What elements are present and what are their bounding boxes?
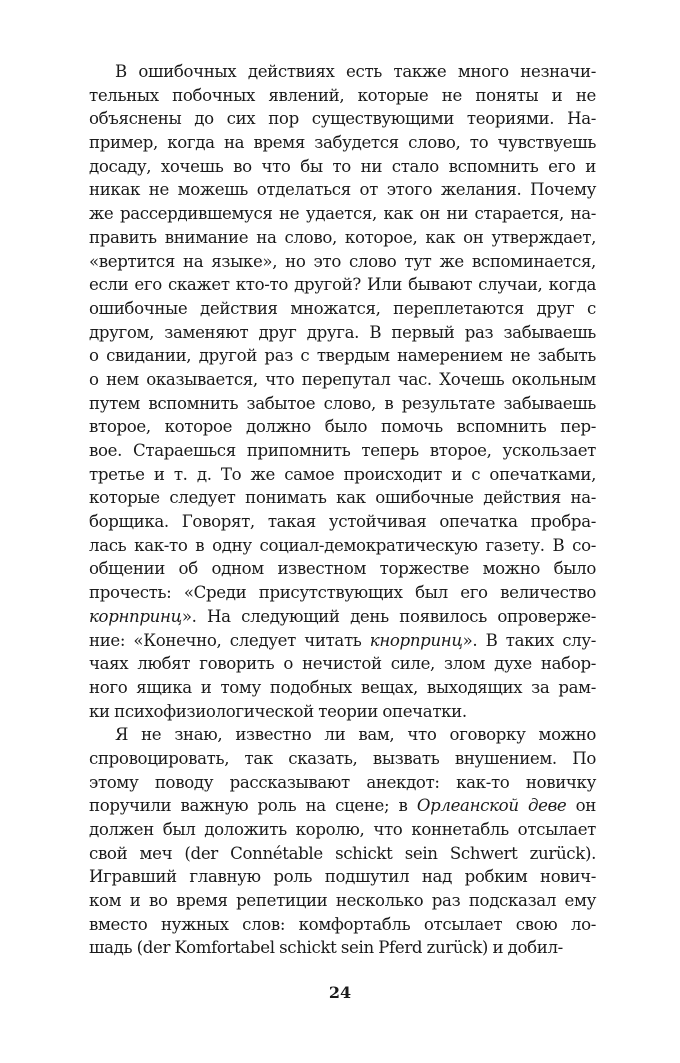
text-line [89, 84, 596, 108]
italic-text: корнпринц [89, 606, 182, 626]
text-line [89, 439, 596, 463]
text-run: поручили важную роль на сцене; в [89, 796, 417, 816]
text-run: объяснены до сих пор существующими теориями. На- [89, 109, 596, 129]
text-run: досаду, хочешь во что бы то ни стало вспомнить его и [89, 156, 596, 176]
text-run: о нем оказывается, что перепутал час. Хочешь окольным [89, 369, 596, 389]
text-run: путем вспомнить забытое слово, в результате забываешь [89, 393, 596, 413]
page-number: 24 [328, 983, 352, 1002]
text-line [89, 652, 596, 676]
text-line [89, 131, 596, 155]
text-run: если его скажет кто-то другой? Или бывают случаи, когда [89, 275, 596, 295]
text-run: править внимание на слово, которое, как он утверждает, [89, 227, 596, 247]
text-line [89, 771, 596, 795]
text-run: общении об одном известном торжестве можно было [89, 559, 596, 579]
text-run: ного ящика и тому подобных вещах, выходящих за рам- [89, 677, 596, 697]
text-run: другом, заменяют друг друга. В первый раз забываешь [89, 322, 596, 342]
body-text [89, 60, 596, 960]
text-line [89, 155, 596, 179]
text-line [89, 321, 596, 345]
text-line [89, 581, 596, 605]
text-run: борщика. Говорят, такая устойчивая опечатка пробра- [89, 512, 596, 532]
text-run: Игравший главную роль подшутил над робким нович- [89, 867, 596, 887]
text-run: лась как-то в одну социал-демократическую газету. В со- [89, 535, 596, 555]
text-run: вое. Стараешься припомнить теперь второе, ускользает [89, 441, 596, 460]
text-line [89, 250, 596, 274]
text-run: свой меч (der Connétable schickt sein Schwert zurück). [89, 843, 596, 863]
text-line [89, 368, 596, 392]
text-line [89, 865, 596, 889]
text-line [89, 297, 596, 321]
text-line [89, 392, 596, 416]
text-line [89, 344, 596, 368]
text-run: никак не можешь отделаться от этого желания. Почему [89, 180, 596, 200]
italic-text: кнорпринц [369, 630, 463, 650]
text-line [89, 842, 596, 866]
text-line [89, 202, 596, 226]
text-run: ошибочные действия множатся, переплетаются друг с [89, 298, 596, 318]
text-run: спровоцировать, так сказать, вызвать внушением. По [89, 748, 596, 768]
text-run: пример, когда на время забудется слово, то чувствуешь [89, 133, 596, 153]
text-run: прочесть: «Среди присутствующих был его величество [89, 583, 596, 603]
text-line [89, 463, 596, 487]
text-run: «вертится на языке», но это слово тут же вспоминается, [89, 251, 596, 271]
text-line [89, 605, 596, 629]
text-line [89, 794, 596, 818]
text-run: В ошибочных действиях есть также много незначи- [115, 62, 596, 81]
text-run: чаях любят говорить о нечистой силе, злом духе набор- [89, 654, 596, 674]
text-run: тельных побочных явлений, которые не поняты и не [89, 85, 596, 105]
text-run: должен был доложить королю, что коннетабль отсылает [89, 820, 596, 839]
text-run: же рассердившемуся не удается, как он ни старается, на- [89, 204, 596, 224]
text-run: ». На следующий день появилось опроверже- [181, 606, 596, 626]
text-line [89, 676, 596, 700]
text-line [89, 818, 596, 842]
text-run: третье и т. д. То же самое происходит и с опечатками, [89, 464, 596, 484]
text-line [89, 747, 596, 771]
text-run: которые следует понимать как ошибочные действия на- [89, 488, 596, 508]
text-line [89, 913, 596, 937]
text-line [89, 936, 596, 960]
text-line [89, 889, 596, 913]
text-run: ». В таких слу- [462, 630, 597, 650]
text-line [89, 700, 596, 724]
text-line [89, 723, 596, 747]
text-line [89, 226, 596, 250]
text-run: Я не знаю, известно ли вам, что оговорку можно [115, 725, 596, 745]
text-line [89, 557, 596, 581]
text-line [89, 415, 596, 439]
text-run: ком и во время репетиции несколько раз подсказал ему [89, 891, 596, 911]
italic-text: Орлеанской деве [416, 796, 567, 816]
text-run: вместо нужных слов: комфортабль отсылает свою ло- [89, 914, 596, 934]
text-line [89, 273, 596, 297]
text-line [89, 60, 596, 84]
text-run: он [566, 796, 596, 816]
text-run: шадь (der Komfortabel schickt sein Pferd zurück) и добил- [89, 938, 563, 958]
text-run: этому поводу рассказывают анекдот: как-то новичку [89, 772, 596, 792]
text-line [89, 107, 596, 131]
text-run: о свидании, другой раз с твердым намерением не забыть [89, 346, 596, 366]
text-run: ки психофизиологической теории опечатки. [89, 701, 467, 721]
text-line [89, 178, 596, 202]
text-line [89, 629, 596, 653]
text-line [89, 486, 596, 510]
text-line [89, 534, 596, 558]
text-run: второе, которое должно было помочь вспомнить пер- [89, 417, 596, 437]
text-line [89, 510, 596, 534]
text-run: ние: «Конечно, следует читать [89, 630, 370, 650]
